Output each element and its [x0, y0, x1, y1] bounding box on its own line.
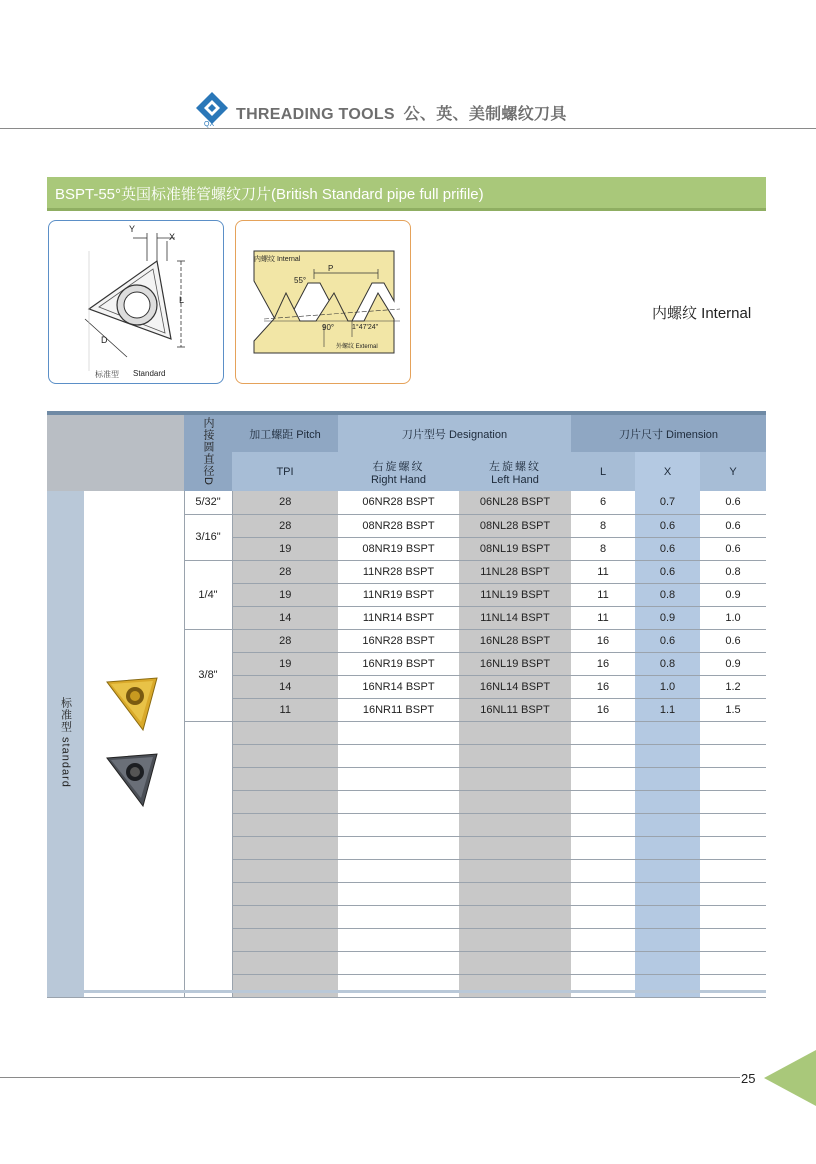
y-cell: 1.5 [700, 698, 766, 721]
l-cell: 11 [571, 583, 635, 606]
right-hand-cell [338, 928, 459, 951]
left-hand-cell [459, 951, 571, 974]
y-cell: 0.9 [700, 652, 766, 675]
label-l: L [179, 295, 185, 305]
l-cell [571, 951, 635, 974]
designation-table [47, 415, 766, 998]
left-hand-cell [459, 836, 571, 859]
tpi-cell [232, 882, 338, 905]
tpi-cell: 14 [232, 675, 338, 698]
y-cell [700, 767, 766, 790]
left-hand-cell [459, 813, 571, 836]
header-designation: 刀片型号 Designation [338, 415, 571, 452]
header-title [236, 101, 567, 124]
insert-drawing [49, 221, 223, 383]
label-d: D [101, 335, 108, 345]
tpi-cell [232, 859, 338, 882]
left-hand-cell: 16NL19 BSPT [459, 652, 571, 675]
left-hand-cell: 08NL19 BSPT [459, 537, 571, 560]
l-cell: 11 [571, 560, 635, 583]
x-cell: 0.6 [635, 629, 700, 652]
header-title-en: THREADING TOOLS [236, 106, 395, 123]
x-cell [635, 974, 700, 997]
x-cell [635, 813, 700, 836]
thread-profile-diagram [235, 220, 411, 384]
insert-images-cell [84, 491, 184, 997]
y-cell [700, 790, 766, 813]
right-hand-cell: 16NR19 BSPT [338, 652, 459, 675]
x-cell [635, 744, 700, 767]
caption-en: Standard [133, 369, 166, 378]
right-hand-cell [338, 744, 459, 767]
right-hand-cell: 08NR19 BSPT [338, 537, 459, 560]
right-hand-cell: 11NR28 BSPT [338, 560, 459, 583]
x-cell: 0.8 [635, 583, 700, 606]
left-hand-cell [459, 882, 571, 905]
header-d [184, 415, 232, 491]
right-hand-cell [338, 859, 459, 882]
l-cell [571, 905, 635, 928]
l-cell [571, 859, 635, 882]
left-hand-cell: 16NL28 BSPT [459, 629, 571, 652]
tpi-cell [232, 951, 338, 974]
label-taper: 1°47'24" [352, 324, 379, 331]
right-hand-cell: 06NR28 BSPT [338, 491, 459, 514]
d-cell: 3/16" [184, 514, 232, 560]
left-hand-cell: 11NL28 BSPT [459, 560, 571, 583]
label-external: 外螺纹 External [336, 344, 378, 350]
y-cell [700, 951, 766, 974]
internal-thread-label: 内螺纹 Internal [652, 305, 752, 322]
right-hand-cell [338, 767, 459, 790]
left-hand-cell [459, 859, 571, 882]
x-cell: 1.0 [635, 675, 700, 698]
y-cell: 0.6 [700, 537, 766, 560]
x-cell [635, 859, 700, 882]
l-cell [571, 836, 635, 859]
x-cell [635, 836, 700, 859]
side-label: 标准型 standard [59, 696, 72, 788]
tpi-cell [232, 744, 338, 767]
y-cell [700, 882, 766, 905]
x-cell [635, 882, 700, 905]
left-hand-cell [459, 905, 571, 928]
logo-text: QX [204, 121, 215, 128]
table-row [47, 491, 766, 514]
header-right-hand [338, 452, 459, 491]
y-cell [700, 744, 766, 767]
y-cell: 1.2 [700, 675, 766, 698]
left-hand-cell: 16NL11 BSPT [459, 698, 571, 721]
footer-line [0, 1077, 740, 1078]
thread-profile-drawing [236, 221, 410, 383]
d-cell: 3/8" [184, 629, 232, 721]
x-cell: 0.9 [635, 606, 700, 629]
tpi-cell: 28 [232, 491, 338, 514]
section-title: BSPT-55°英国标准锥管螺纹刀片(British Standard pipe full prifile) [55, 186, 484, 203]
header-divider [0, 128, 816, 129]
l-cell: 11 [571, 606, 635, 629]
l-cell: 8 [571, 514, 635, 537]
x-cell: 1.1 [635, 698, 700, 721]
y-cell: 0.6 [700, 629, 766, 652]
right-hand-cell: 16NR11 BSPT [338, 698, 459, 721]
x-cell [635, 905, 700, 928]
d-cell: 1/4" [184, 560, 232, 629]
table-bottom-border [47, 990, 766, 993]
l-cell: 16 [571, 675, 635, 698]
x-cell [635, 790, 700, 813]
header-left-hand [459, 452, 571, 491]
left-hand-cell: 11NL14 BSPT [459, 606, 571, 629]
gold-insert-icon [107, 678, 157, 730]
right-hand-cell [338, 836, 459, 859]
header-right-hand-en: Right Hand [370, 473, 427, 486]
left-hand-cell: 06NL28 BSPT [459, 491, 571, 514]
tpi-cell: 28 [232, 560, 338, 583]
header-d-label: 内接圆直径D [202, 417, 214, 486]
footer-triangle-icon [764, 1050, 816, 1106]
l-cell: 8 [571, 537, 635, 560]
right-hand-cell: 11NR14 BSPT [338, 606, 459, 629]
right-hand-cell [338, 813, 459, 836]
left-hand-cell [459, 974, 571, 997]
left-hand-cell [459, 721, 571, 744]
right-hand-cell [338, 905, 459, 928]
y-cell [700, 928, 766, 951]
tpi-cell [232, 767, 338, 790]
l-cell [571, 882, 635, 905]
label-angle-55: 55° [294, 276, 307, 285]
y-cell: 1.0 [700, 606, 766, 629]
tpi-cell: 28 [232, 629, 338, 652]
header-left-hand-en: Left Hand [491, 473, 539, 486]
header-title-cn: 公、英、美制螺纹刀具 [403, 106, 567, 123]
header-l: L [571, 452, 635, 491]
x-cell [635, 721, 700, 744]
right-hand-cell: 11NR19 BSPT [338, 583, 459, 606]
l-cell [571, 928, 635, 951]
y-cell [700, 859, 766, 882]
y-cell [700, 813, 766, 836]
x-cell: 0.6 [635, 514, 700, 537]
l-cell [571, 790, 635, 813]
left-hand-cell [459, 767, 571, 790]
l-cell [571, 813, 635, 836]
header-blank [47, 415, 184, 491]
l-cell [571, 721, 635, 744]
l-cell: 6 [571, 491, 635, 514]
l-cell [571, 744, 635, 767]
right-hand-cell [338, 721, 459, 744]
tpi-cell: 19 [232, 537, 338, 560]
label-internal: 内螺纹 Internal [254, 256, 301, 263]
x-cell: 0.6 [635, 537, 700, 560]
header-dimension: 刀片尺寸 Dimension [571, 415, 766, 452]
tpi-cell: 11 [232, 698, 338, 721]
y-cell: 0.8 [700, 560, 766, 583]
l-cell [571, 767, 635, 790]
tpi-cell [232, 813, 338, 836]
label-angle-90: 90° [322, 323, 335, 332]
table-header-row-1 [47, 415, 766, 452]
right-hand-cell: 16NR14 BSPT [338, 675, 459, 698]
right-hand-cell [338, 951, 459, 974]
y-cell: 0.9 [700, 583, 766, 606]
insert-dimension-diagram [48, 220, 224, 384]
y-cell [700, 905, 766, 928]
l-cell: 16 [571, 652, 635, 675]
x-cell [635, 767, 700, 790]
y-cell [700, 836, 766, 859]
label-x: X [169, 232, 176, 242]
x-cell: 0.6 [635, 560, 700, 583]
right-hand-cell: 08NR28 BSPT [338, 514, 459, 537]
y-cell: 0.6 [700, 491, 766, 514]
tpi-cell: 19 [232, 652, 338, 675]
right-hand-cell [338, 974, 459, 997]
left-hand-cell: 08NL28 BSPT [459, 514, 571, 537]
tpi-cell [232, 790, 338, 813]
page-number: 25 [741, 1071, 756, 1086]
l-cell [571, 974, 635, 997]
tpi-cell [232, 974, 338, 997]
right-hand-cell [338, 790, 459, 813]
y-cell [700, 974, 766, 997]
tpi-cell [232, 836, 338, 859]
header-pitch: 加工螺距 Pitch [232, 415, 338, 452]
left-hand-cell [459, 790, 571, 813]
tpi-cell [232, 905, 338, 928]
tpi-cell: 19 [232, 583, 338, 606]
tpi-cell [232, 928, 338, 951]
header-x: X [635, 452, 700, 491]
tpi-cell: 14 [232, 606, 338, 629]
l-cell: 16 [571, 629, 635, 652]
y-cell [700, 721, 766, 744]
header-tpi: TPI [232, 452, 338, 491]
left-hand-cell: 16NL14 BSPT [459, 675, 571, 698]
right-hand-cell: 16NR28 BSPT [338, 629, 459, 652]
right-hand-cell [338, 882, 459, 905]
x-cell: 0.8 [635, 652, 700, 675]
left-hand-cell [459, 744, 571, 767]
label-y: Y [129, 224, 136, 234]
tpi-cell: 28 [232, 514, 338, 537]
x-cell [635, 951, 700, 974]
label-pitch: P [328, 264, 334, 273]
side-label-cell [47, 491, 84, 997]
header-left-hand-cn: 左旋螺纹 [489, 460, 541, 473]
header-right-hand-cn: 右旋螺纹 [372, 460, 425, 473]
y-cell: 0.6 [700, 514, 766, 537]
tpi-cell [232, 721, 338, 744]
l-cell: 16 [571, 698, 635, 721]
insert-images [99, 672, 169, 812]
header-y: Y [700, 452, 766, 491]
left-hand-cell: 11NL19 BSPT [459, 583, 571, 606]
dark-insert-icon [107, 754, 157, 806]
d-cell-empty [184, 721, 232, 997]
caption-cn: 标准型 [95, 370, 119, 379]
x-cell [635, 928, 700, 951]
d-cell: 5/32" [184, 491, 232, 514]
x-cell: 0.7 [635, 491, 700, 514]
left-hand-cell [459, 928, 571, 951]
